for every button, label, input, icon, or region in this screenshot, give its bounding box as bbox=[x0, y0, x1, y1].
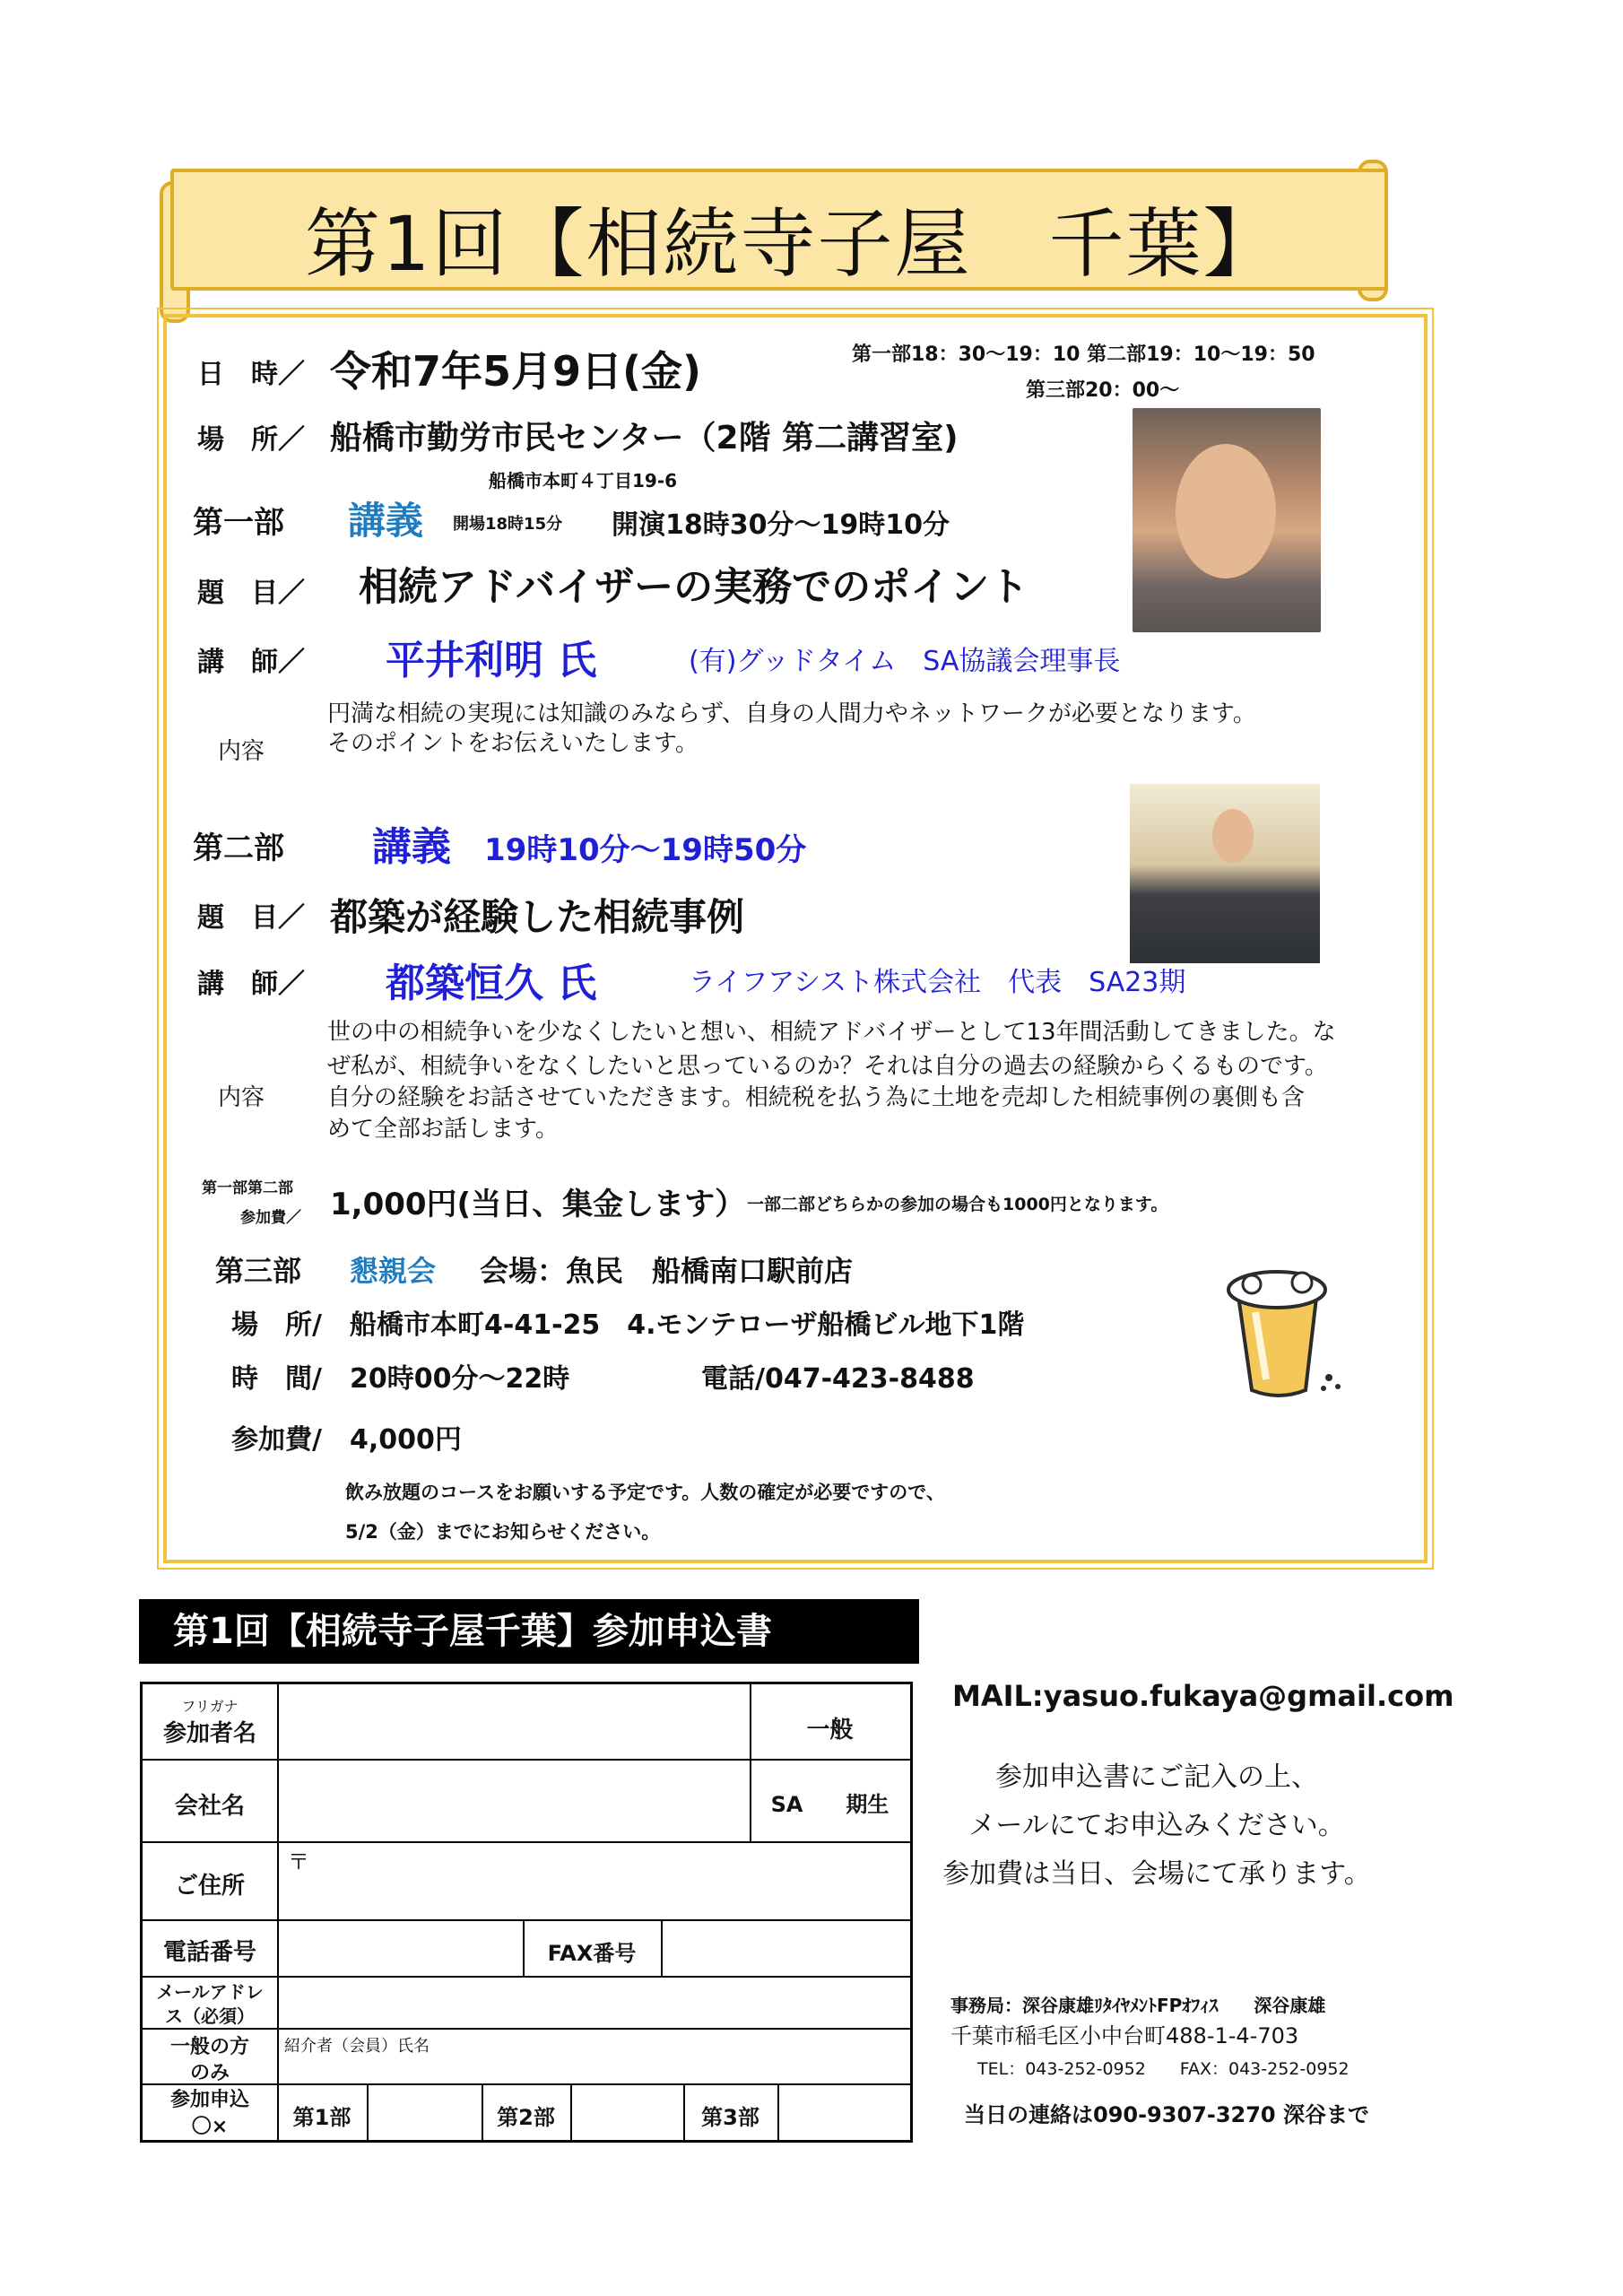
spill-drop-3 bbox=[1321, 1386, 1326, 1391]
apply-label-line1: 参加申込 bbox=[169, 2089, 249, 2111]
part3-phone: 電話/047-423-8488 bbox=[701, 1363, 975, 1395]
part3-place-label: 場 所/ bbox=[231, 1309, 322, 1341]
part3-time-value: 20時00分～22時 bbox=[350, 1363, 570, 1395]
contact-email[interactable]: MAIL:yasuo.fukaya@gmail.com bbox=[952, 1679, 1454, 1713]
company-label: 会社名 bbox=[174, 1793, 245, 1820]
part1-affiliation: (有)グッドタイム SA協議会理事長 bbox=[689, 646, 1121, 677]
venue-address: 船橋市本町４丁目19-6 bbox=[489, 470, 678, 491]
phone-label: 電話番号 bbox=[162, 1939, 256, 1966]
part3-column-label: 第3部 bbox=[701, 2105, 759, 2130]
part2-topic-label: 題 目／ bbox=[197, 902, 305, 934]
phone-field[interactable] bbox=[280, 1922, 522, 1975]
day-of-contact: 当日の連絡は090-9307-3270 深谷まで bbox=[964, 2102, 1369, 2127]
part2-content-line3: 自分の経験をお話させていただきます。相続税を払う為に土地を売却した相続事例の裏側も含 bbox=[327, 1084, 1305, 1111]
lecturer2-face bbox=[1212, 809, 1254, 863]
part1-lecturer-name: 平井利明 氏 bbox=[386, 638, 597, 683]
part3-fee-label: 参加費/ bbox=[231, 1424, 322, 1456]
office-name: 事務局：深谷康雄ﾘﾀｲﾔﾒﾝﾄFPｵﾌｨｽ 深谷康雄 bbox=[950, 1995, 1326, 2016]
part2-lecturer-label: 講 師／ bbox=[197, 969, 305, 1000]
fax-field[interactable] bbox=[664, 1922, 908, 1975]
part2-attendance-field[interactable] bbox=[573, 2086, 682, 2138]
part2-type: 講義 bbox=[372, 824, 451, 870]
email-label-line2: ス（必須） bbox=[165, 2005, 255, 2027]
fax-label: FAX番号 bbox=[547, 1941, 637, 1966]
fee-label-line2: 参加費／ bbox=[240, 1209, 301, 1227]
schedule-line1: 第一部18：30～19：10 第二部19：10～19：50 bbox=[852, 344, 1315, 366]
apply-label-line2: 〇× bbox=[191, 2116, 229, 2138]
spill-drop-1 bbox=[1325, 1374, 1332, 1381]
participant-name-label: 参加者名 bbox=[162, 1720, 256, 1747]
part1-type: 講義 bbox=[348, 499, 424, 543]
application-form-table bbox=[140, 1682, 913, 2143]
referrer-field[interactable] bbox=[280, 2056, 908, 2083]
part2-content-line2: ぜ私が、相続争いをなくしたいと思っているのか？それは自分の過去の経験からくるものです。 bbox=[327, 1053, 1328, 1080]
form-title: 第1回【相続寺子屋千葉】参加申込書 bbox=[139, 1599, 919, 1664]
part3-type: 懇親会 bbox=[350, 1254, 437, 1288]
postal-mark: 〒 bbox=[288, 1849, 309, 1874]
part1-topic: 相続アドバイザーの実務でのポイント bbox=[359, 564, 1029, 610]
part1-lecturer-label: 講 師／ bbox=[197, 647, 305, 678]
venue-label: 場 所／ bbox=[197, 424, 305, 456]
general-only-label-line2: のみ bbox=[189, 2062, 230, 2084]
email-field[interactable] bbox=[280, 1979, 908, 2027]
part3-attendance-field[interactable] bbox=[780, 2086, 908, 2138]
part1-content-label: 内容 bbox=[218, 738, 265, 765]
referrer-label: 紹介者（会員）氏名 bbox=[284, 2037, 430, 2056]
part1-time: 開演18時30分～19時10分 bbox=[612, 509, 950, 541]
part1-heading: 第一部 bbox=[193, 505, 284, 541]
part3-place-value: 船橋市本町4-41-25 4.モンテローザ船橋ビル地下1階 bbox=[350, 1309, 1025, 1341]
date-label: 日 時／ bbox=[197, 359, 305, 390]
general-only-label-line1: 一般の方 bbox=[169, 2036, 249, 2058]
part1-attendance-field[interactable] bbox=[369, 2086, 481, 2138]
part3-note-line2: 5/2（金）までにお知らせください。 bbox=[345, 1521, 661, 1543]
fee-label-line1: 第一部第二部 bbox=[202, 1179, 293, 1197]
instruction-line3: 参加費は当日、会場にて承ります。 bbox=[942, 1858, 1371, 1890]
instruction-line2: メールにてお申込みください。 bbox=[968, 1810, 1345, 1841]
part2-heading: 第二部 bbox=[193, 831, 284, 866]
instruction-line1: 参加申込書にご記入の上、 bbox=[995, 1761, 1318, 1793]
email-label-line1: メールアドレ bbox=[156, 1981, 264, 2003]
part3-time-label: 時 間/ bbox=[231, 1363, 322, 1395]
beer-mug-illustration bbox=[1219, 1263, 1354, 1406]
company-name-field[interactable] bbox=[280, 1761, 748, 1840]
venue-value: 船橋市勤労市民センター（2階 第二講習室) bbox=[330, 420, 959, 457]
part1-column-label: 第1部 bbox=[292, 2105, 352, 2130]
fee-value: 1,000円(当日、集金します） bbox=[330, 1187, 746, 1222]
spill-drop-2 bbox=[1335, 1384, 1341, 1389]
sa-term-label: SA 期生 bbox=[770, 1792, 890, 1817]
part2-time: 19時10分～19時50分 bbox=[484, 832, 807, 868]
part2-affiliation: ライフアシスト株式会社 代表 SA23期 bbox=[689, 967, 1186, 998]
furigana-label: フリガナ bbox=[181, 1698, 239, 1715]
part3-note-line1: 飲み放題のコースをお願いする予定です。人数の確定が必要ですので、 bbox=[345, 1482, 945, 1503]
general-label: 一般 bbox=[806, 1717, 854, 1744]
lecturer2-photo bbox=[1130, 784, 1320, 963]
part2-content-line4: めて全部お話します。 bbox=[327, 1116, 559, 1143]
instructions bbox=[924, 1753, 1390, 1899]
part2-topic: 都築が経験した相続事例 bbox=[330, 895, 745, 939]
part1-content-line2: そのポイントをお伝えいたします。 bbox=[327, 730, 699, 757]
part1-topic-label: 題 目／ bbox=[197, 578, 305, 609]
part2-lecturer-name: 都築恒久 氏 bbox=[386, 961, 597, 1006]
part1-content-line1: 円満な相続の実現には知識のみならず、自身の人間力やネットワークが必要となります。 bbox=[327, 700, 1256, 727]
fee-note: 一部二部どちらかの参加の場合も1000円となります。 bbox=[747, 1195, 1168, 1214]
address-field[interactable] bbox=[313, 1844, 908, 1918]
page-title: 第1回【相続寺子屋 千葉】 bbox=[305, 200, 1280, 288]
part3-venue-head: 会場：魚民 船橋南口駅前店 bbox=[480, 1254, 854, 1288]
event-date: 令和7年5月9日(金) bbox=[330, 347, 702, 396]
part2-content-line1: 世の中の相続争いを少なくしたいと想い、相続アドバイザーとして13年間活動してきました。な bbox=[327, 1019, 1336, 1046]
part3-heading: 第三部 bbox=[215, 1254, 302, 1288]
schedule-line2: 第三部20：00～ bbox=[1026, 379, 1180, 402]
office-tel-fax: TEL：043-252-0952 FAX：043-252-0952 bbox=[977, 2059, 1350, 2079]
address-label: ご住所 bbox=[174, 1873, 245, 1900]
participant-name-field[interactable] bbox=[280, 1686, 748, 1758]
office-address: 千葉市稲毛区小中台町488-1-4-703 bbox=[950, 2023, 1299, 2048]
part1-doors: 開場18時15分 bbox=[453, 515, 563, 534]
part2-column-label: 第2部 bbox=[497, 2105, 555, 2130]
foam-bubble-2 bbox=[1292, 1273, 1312, 1292]
part3-fee-value: 4,000円 bbox=[350, 1424, 462, 1456]
lecturer1-face bbox=[1176, 444, 1276, 578]
part2-content-label: 内容 bbox=[218, 1084, 265, 1111]
lecturer1-photo bbox=[1133, 408, 1321, 632]
foam-bubble-1 bbox=[1243, 1275, 1261, 1293]
